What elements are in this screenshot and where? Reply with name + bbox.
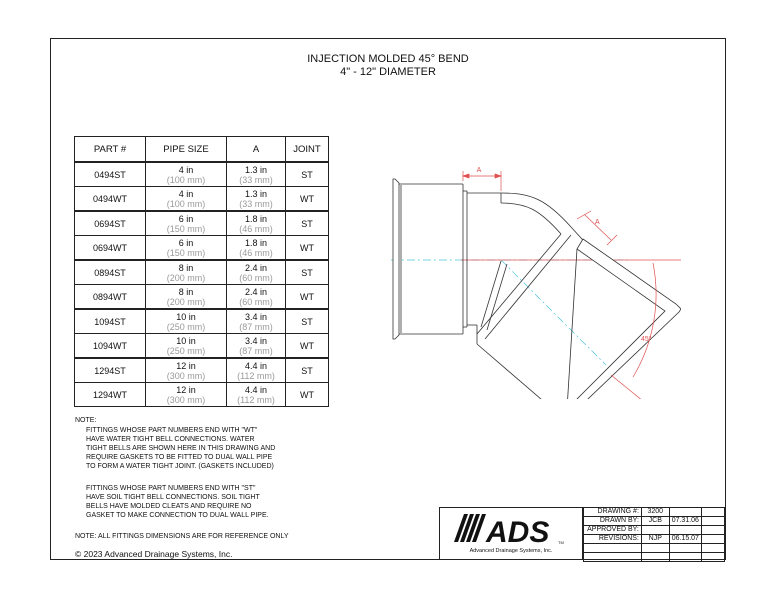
joint-type: WT bbox=[286, 285, 329, 310]
ads-logo-box bbox=[439, 507, 583, 560]
size-in: 8 in bbox=[178, 262, 194, 273]
joint-type: WT bbox=[286, 383, 329, 407]
title-block bbox=[583, 507, 725, 562]
dim-a-top bbox=[463, 171, 501, 191]
title-line-1: INJECTION MOLDED 45° BEND bbox=[307, 53, 469, 65]
note-line: TO FORM A WATER TIGHT JOINT. (GASKETS INCLUDED) bbox=[86, 463, 274, 470]
drawing-title bbox=[51, 53, 725, 79]
a-in: 2.4 in bbox=[244, 262, 268, 273]
note-line: GASKET TO MAKE CONNECTION TO DUAL WALL PIPE. bbox=[86, 512, 269, 519]
part-number: 0694ST bbox=[75, 211, 146, 236]
part-number: 1094WT bbox=[75, 334, 146, 359]
pipe-size bbox=[146, 285, 227, 310]
joint-type: ST bbox=[286, 358, 329, 383]
title-block-row bbox=[584, 535, 725, 544]
a-in: 4.4 in bbox=[244, 360, 268, 371]
a-mm: (112 mm) bbox=[237, 394, 275, 405]
pipe-size bbox=[146, 187, 227, 212]
notes-heading: NOTE: bbox=[75, 417, 97, 424]
size-mm: (200 mm) bbox=[166, 272, 206, 283]
title-block-row bbox=[584, 526, 725, 535]
angle-label: 45° bbox=[641, 336, 652, 343]
table-row bbox=[75, 211, 329, 236]
pipe-size bbox=[146, 211, 227, 236]
bend-drawing bbox=[381, 139, 681, 399]
ads-logo-mark: ADS bbox=[486, 516, 550, 548]
joint-type: ST bbox=[286, 211, 329, 236]
size-mm: (100 mm) bbox=[166, 198, 206, 209]
table-row bbox=[75, 187, 329, 212]
dim-a bbox=[227, 211, 286, 236]
size-in: 4 in bbox=[178, 164, 194, 175]
a-mm: (60 mm) bbox=[239, 272, 273, 283]
dim-a bbox=[227, 285, 286, 310]
table-row bbox=[75, 285, 329, 310]
joint-type: WT bbox=[286, 187, 329, 212]
table-row bbox=[75, 334, 329, 359]
approved-by-label: APPROVED BY: bbox=[584, 526, 642, 535]
angled-bell bbox=[561, 239, 681, 399]
a-in: 2.4 in bbox=[244, 286, 268, 297]
dim-a bbox=[227, 309, 286, 334]
a-mm: (46 mm) bbox=[239, 223, 273, 234]
size-mm: (200 mm) bbox=[166, 296, 206, 307]
a-mm: (33 mm) bbox=[239, 174, 273, 185]
size-mm: (250 mm) bbox=[166, 345, 206, 356]
a-mm: (112 mm) bbox=[237, 370, 275, 381]
size-mm: (300 mm) bbox=[166, 370, 206, 381]
note-line: HAVE WATER TIGHT BELL CONNECTIONS. WATER bbox=[86, 436, 255, 443]
size-in: 10 in bbox=[176, 335, 196, 346]
size-in: 4 in bbox=[178, 188, 194, 199]
reference-note: NOTE: ALL FITTINGS DIMENSIONS ARE FOR REFERENCE ONLY bbox=[75, 533, 289, 540]
a-mm: (87 mm) bbox=[239, 345, 273, 356]
dim-a bbox=[227, 334, 286, 359]
a-mm: (33 mm) bbox=[239, 198, 273, 209]
table-row bbox=[75, 162, 329, 187]
pipe-size bbox=[146, 334, 227, 359]
joint-type: WT bbox=[286, 334, 329, 359]
header-pipe-size: PIPE SIZE bbox=[146, 137, 227, 163]
dim-a bbox=[227, 162, 286, 187]
size-mm: (100 mm) bbox=[166, 174, 206, 185]
header-part: PART # bbox=[75, 137, 146, 163]
note-line: FITTINGS WHOSE PART NUMBERS END WITH "ST" bbox=[86, 485, 256, 492]
note-line: REQUIRE GASKETS TO BE FITTED TO DUAL WALL PIPE bbox=[86, 454, 273, 461]
part-number: 0494WT bbox=[75, 187, 146, 212]
table-row bbox=[75, 358, 329, 383]
part-number: 0694WT bbox=[75, 236, 146, 261]
dim-a bbox=[227, 187, 286, 212]
copyright: © 2023 Advanced Drainage Systems, Inc. bbox=[75, 549, 233, 559]
dim-a bbox=[227, 383, 286, 407]
note-line: TIGHT BELLS ARE SHOWN HERE IN THIS DRAWING AND bbox=[86, 445, 276, 452]
joint-type: ST bbox=[286, 162, 329, 187]
table-header-row bbox=[75, 137, 329, 163]
joint-type: WT bbox=[286, 236, 329, 261]
ads-logo-tm: TM bbox=[558, 540, 564, 545]
size-mm: (150 mm) bbox=[166, 247, 206, 258]
a-in: 1.8 in bbox=[244, 213, 268, 224]
size-in: 12 in bbox=[176, 360, 196, 371]
revisions-label: REVISIONS: bbox=[584, 535, 642, 544]
pipe-size bbox=[146, 358, 227, 383]
header-joint: JOINT bbox=[286, 137, 329, 163]
a-mm: (60 mm) bbox=[239, 296, 273, 307]
a-in: 1.3 in bbox=[244, 188, 268, 199]
size-in: 6 in bbox=[178, 237, 194, 248]
size-in: 8 in bbox=[178, 286, 194, 297]
drawn-by-label: DRAWN BY: bbox=[584, 517, 642, 526]
a-in: 3.4 in bbox=[244, 335, 268, 346]
a-in: 1.3 in bbox=[244, 164, 268, 175]
size-mm: (150 mm) bbox=[166, 223, 206, 234]
size-in: 10 in bbox=[176, 311, 196, 322]
a-mm: (87 mm) bbox=[239, 321, 273, 332]
pipe-size bbox=[146, 383, 227, 407]
pipe-size bbox=[146, 162, 227, 187]
title-block-row bbox=[584, 517, 725, 526]
part-number: 0894ST bbox=[75, 260, 146, 285]
angled-centerline bbox=[501, 260, 606, 365]
dim-a-label-angled: A bbox=[595, 219, 600, 226]
parts-table bbox=[74, 136, 329, 407]
table-row bbox=[75, 309, 329, 334]
table-row bbox=[75, 383, 329, 407]
size-mm: (250 mm) bbox=[166, 321, 206, 332]
header-a: A bbox=[227, 137, 286, 163]
size-mm: (300 mm) bbox=[166, 394, 206, 405]
pipe-size bbox=[146, 309, 227, 334]
drawing-sheet bbox=[50, 38, 726, 560]
title-block-row bbox=[584, 544, 725, 553]
pipe-size bbox=[146, 236, 227, 261]
dim-a bbox=[227, 260, 286, 285]
a-in: 4.4 in bbox=[244, 384, 268, 395]
part-number: 0894WT bbox=[75, 285, 146, 310]
drawn-date: 07.31.06 bbox=[669, 517, 701, 526]
note-line: FITTINGS WHOSE PART NUMBERS END WITH "WT" bbox=[86, 427, 258, 434]
joint-type: ST bbox=[286, 309, 329, 334]
bell-end bbox=[393, 179, 467, 339]
drawing-number-label: DRAWING #: bbox=[584, 508, 642, 517]
dim-a-label-top: A bbox=[476, 167, 482, 174]
dim-a bbox=[227, 358, 286, 383]
part-number: 1294ST bbox=[75, 358, 146, 383]
ads-company-name: Advanced Drainage Systems, Inc. bbox=[469, 548, 553, 554]
size-in: 12 in bbox=[176, 384, 196, 395]
note-line: HAVE SOIL TIGHT BELL CONNECTIONS. SOIL TIGHT bbox=[86, 494, 260, 501]
title-line-2: 4" - 12" DIAMETER bbox=[340, 66, 436, 78]
joint-type: ST bbox=[286, 260, 329, 285]
a-in: 3.4 in bbox=[244, 311, 268, 322]
revised-by: NJP bbox=[641, 535, 669, 544]
title-block-row bbox=[584, 508, 725, 517]
a-in: 1.8 in bbox=[244, 237, 268, 248]
pipe-size bbox=[146, 260, 227, 285]
drawing-number: 3200 bbox=[641, 508, 669, 517]
bend-body bbox=[467, 193, 591, 399]
notes bbox=[75, 416, 275, 520]
part-number: 1094ST bbox=[75, 309, 146, 334]
table-row bbox=[75, 260, 329, 285]
revised-date: 06.15.07 bbox=[669, 535, 701, 544]
size-in: 6 in bbox=[178, 213, 194, 224]
table-row bbox=[75, 236, 329, 261]
ads-logo-icon bbox=[440, 508, 584, 548]
a-mm: (46 mm) bbox=[239, 247, 273, 258]
note-line: BELLS HAVE MOLDED CLEATS AND REQUIRE NO bbox=[86, 503, 252, 510]
notes-paragraph-wt bbox=[75, 426, 275, 471]
part-number: 0494ST bbox=[75, 162, 146, 187]
part-number: 1294WT bbox=[75, 383, 146, 407]
title-block-row bbox=[584, 553, 725, 562]
drawn-by: JCB bbox=[641, 517, 669, 526]
dim-a bbox=[227, 236, 286, 261]
notes-paragraph-st bbox=[75, 484, 275, 520]
